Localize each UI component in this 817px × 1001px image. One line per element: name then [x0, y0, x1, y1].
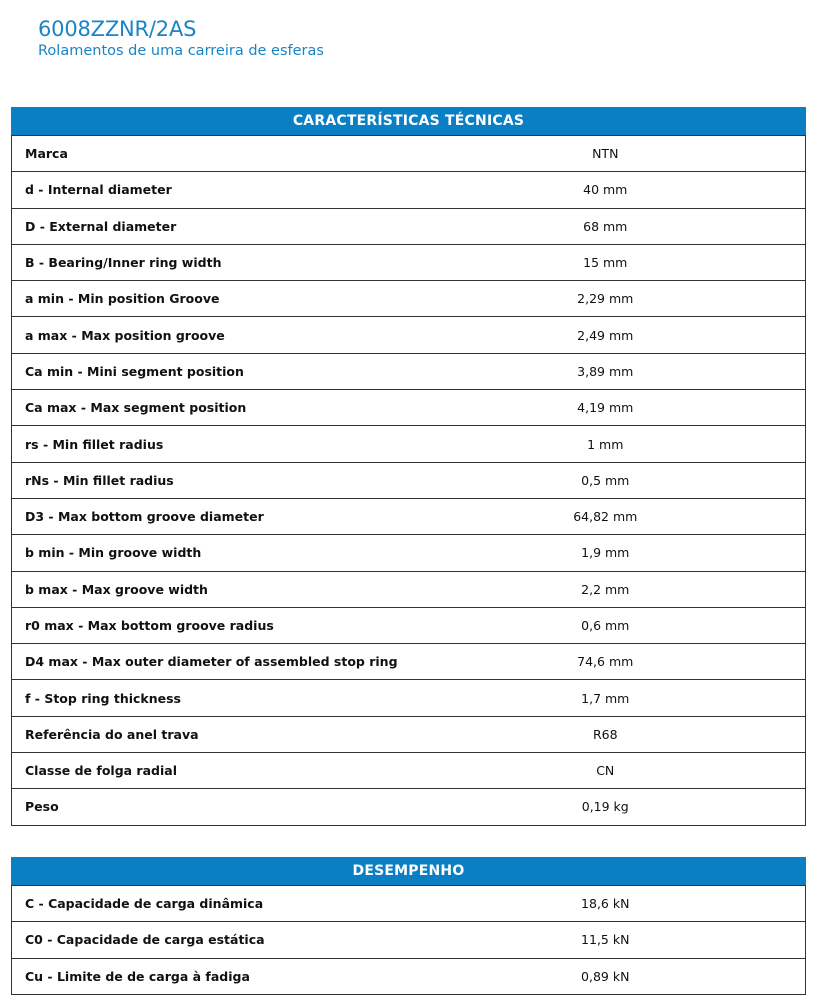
page-header: [38, 16, 324, 60]
spec-value: 11,5 kN: [406, 922, 806, 958]
table-row: [12, 462, 806, 498]
spec-value: 1 mm: [406, 426, 806, 462]
spec-value: NTN: [406, 136, 806, 172]
spec-label: D4 max - Max outer diameter of assembled stop ring: [12, 644, 406, 680]
table-row: [12, 571, 806, 607]
spec-value: 0,5 mm: [406, 462, 806, 498]
spec-value: 15 mm: [406, 244, 806, 280]
table-row: [12, 789, 806, 825]
table-row: [12, 426, 806, 462]
spec-label: Ca min - Mini segment position: [12, 353, 406, 389]
spec-value: 1,7 mm: [406, 680, 806, 716]
tech-specs-section: [11, 107, 806, 826]
spec-label: f - Stop ring thickness: [12, 680, 406, 716]
table-row: [12, 716, 806, 752]
spec-value: 2,29 mm: [406, 281, 806, 317]
table-row: [12, 244, 806, 280]
spec-value: 74,6 mm: [406, 644, 806, 680]
spec-label: rNs - Min fillet radius: [12, 462, 406, 498]
spec-label: a min - Min position Groove: [12, 281, 406, 317]
spec-label: b max - Max groove width: [12, 571, 406, 607]
spec-value: 0,89 kN: [406, 958, 806, 994]
spec-value: 18,6 kN: [406, 886, 806, 922]
spec-value: 68 mm: [406, 208, 806, 244]
performance-table: [11, 885, 806, 995]
table-row: [12, 644, 806, 680]
spec-value: 64,82 mm: [406, 498, 806, 534]
spec-label: C0 - Capacidade de carga estática: [12, 922, 406, 958]
spec-label: C - Capacidade de carga dinâmica: [12, 886, 406, 922]
table-row: [12, 208, 806, 244]
spec-label: rs - Min fillet radius: [12, 426, 406, 462]
spec-label: Peso: [12, 789, 406, 825]
spec-value: R68: [406, 716, 806, 752]
spec-value: 40 mm: [406, 172, 806, 208]
spec-value: 3,89 mm: [406, 353, 806, 389]
tech-specs-heading: CARACTERÍSTICAS TÉCNICAS: [11, 107, 806, 135]
spec-label: Classe de folga radial: [12, 753, 406, 789]
performance-heading: DESEMPENHO: [11, 857, 806, 885]
table-row: [12, 136, 806, 172]
spec-label: d - Internal diameter: [12, 172, 406, 208]
product-subtitle: Rolamentos de uma carreira de esferas: [38, 43, 324, 59]
table-row: [12, 922, 806, 958]
spec-label: Ca max - Max segment position: [12, 390, 406, 426]
spec-value: CN: [406, 753, 806, 789]
table-row: [12, 535, 806, 571]
table-row: [12, 281, 806, 317]
product-title: 6008ZZNR/2AS: [38, 17, 197, 41]
table-row: [12, 317, 806, 353]
spec-label: r0 max - Max bottom groove radius: [12, 607, 406, 643]
spec-label: D3 - Max bottom groove diameter: [12, 498, 406, 534]
spec-label: B - Bearing/Inner ring width: [12, 244, 406, 280]
spec-value: 2,49 mm: [406, 317, 806, 353]
spec-value: 4,19 mm: [406, 390, 806, 426]
spec-value: 0,19 kg: [406, 789, 806, 825]
spec-value: 2,2 mm: [406, 571, 806, 607]
table-row: [12, 498, 806, 534]
spec-label: Cu - Limite de de carga à fadiga: [12, 958, 406, 994]
table-row: [12, 390, 806, 426]
table-row: [12, 886, 806, 922]
spec-label: D - External diameter: [12, 208, 406, 244]
table-row: [12, 753, 806, 789]
spec-value: 0,6 mm: [406, 607, 806, 643]
table-row: [12, 353, 806, 389]
table-row: [12, 172, 806, 208]
table-row: [12, 607, 806, 643]
performance-section: [11, 857, 806, 995]
spec-label: a max - Max position groove: [12, 317, 406, 353]
spec-label: Referência do anel trava: [12, 716, 406, 752]
table-row: [12, 958, 806, 994]
spec-label: b min - Min groove width: [12, 535, 406, 571]
table-row: [12, 680, 806, 716]
tech-specs-table: [11, 135, 806, 826]
spec-label: Marca: [12, 136, 406, 172]
spec-value: 1,9 mm: [406, 535, 806, 571]
